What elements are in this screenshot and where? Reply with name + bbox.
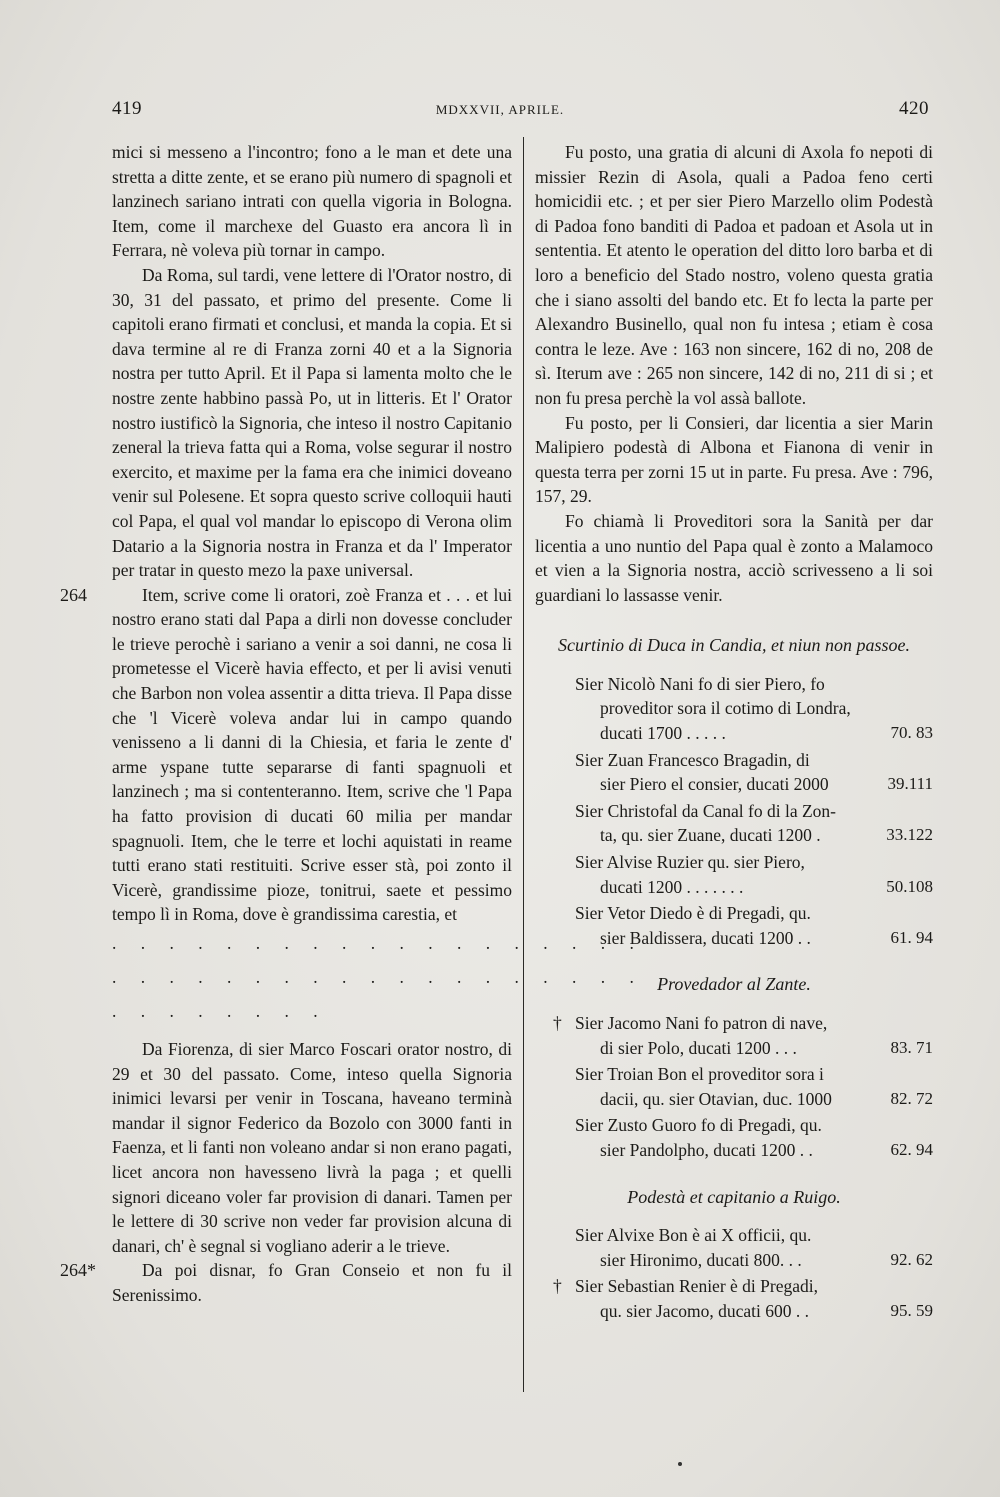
paragraph: mici si messeno a l'incontro; fono a le man et dete una stretta a ditte zente, et se erano più numero di spagnoli et lanzinech sariano intrati con quella vigoria in Bologna. Item, come il marchexe del Guasto era ancora lì in Ferrara, nè voleva più tornar in campo. (112, 142, 512, 261)
candidate-list (535, 672, 933, 951)
candidate-name: Sier Alvise Ruzier qu. sier Piero, (575, 852, 805, 873)
paragraph: Fu posto, per li Consieri, dar licentia a sier Marin Malipiero podestà di Albona et Fianona di venir in questa terra per zorni 15 ut in parte. Fu presa. Ave : 796, 157, 29. (535, 412, 933, 507)
page-number-left: 419 (112, 98, 142, 119)
margin-folio-number: 264* (60, 1260, 96, 1281)
candidate-name: Sier Nicolò Nani fo di sier Piero, fo (575, 673, 825, 694)
paragraph: Da Roma, sul tardi, vene lettere di l'Orator nostro, di 30, 31 del passato, et primo del presente. Come li capitoli erano firmati et conclusi, et manda la copia. Et si dava termine al re di Franza zorni 40 et a la Signoria nostra per tutto April. Et il Papa si lamenta molto che le nostre zente habbino passà Po, ut in litteris. Et l' Orator nostro iustificò la Signoria, che inteso il nostro Capitanio zeneral la trieva fatta qui a Roma, volse segurar il nostro exercito, et maxime per la fama era che inimici doveano venir sul Polesene. Et sopra questo scrive colloquii hauti col Papa, el qual vol mandar lo episcopo di Verona olim Datario a la Signoria nostra in Franza et da l' Imperator per tratar in questo mezo la paxe universal. (112, 264, 513, 581)
right-column (535, 140, 933, 1326)
candidate-entry (535, 1274, 933, 1323)
paragraph: Fo chiamà li Proveditori sora la Sanità per dar licentia a uno nuntio del Papa qual è zonto a Malamoco et vien a la Signoria nostra, acciò scrivesseno a li soi guardiani lo lassasse venir. (535, 510, 933, 605)
paragraph: Item, scrive come li oratori, zoè Franza et . . . et lui nostro erano stati dal Papa a dirli non dovesse concluder le trieve perochè i sariano a venir a soi danni, ne cosa li prometesse el Vicerè havia effecto, et per li avisi venuti che Barbon non volea assentir a ditta trieva. Il Papa disse che 'l Vicerè voleva andar lui in campo quando venisseno a li danni di la Chiesia, et faria le zente d' arme yspane tutte separarse di fanti spagnuoli et lanzinech ; ma si contenteranno. Item, scrive che 'l Papa ha fatto provision di ducati 60 milia per mandar spagnuoli. Item, che le terre et lochi aquistati in reame tutti erano stati restituiti. Scrive esser stà, poi zonto il Vicerè, grandissime pioze, tonitrui, saete et pessimo tempo lì in Roma, dove è grandissima carestia, et (112, 584, 512, 925)
section-heading: Podestà et capitanio a Ruigo. (627, 1186, 841, 1207)
marginal-paragraph (60, 1258, 512, 1307)
candidate-entry (535, 1011, 933, 1060)
candidate-detail: proveditor sora il cotimo di Londra, ducati 1700 . . . . . (600, 698, 851, 744)
candidate-detail: qu. sier Jacomo, ducati 600 . . (600, 1300, 809, 1321)
candidate-name: Sier Vetor Diedo è di Pregadi, qu. (575, 903, 811, 924)
left-column (60, 140, 644, 1308)
vote-count: 50.108 (886, 876, 933, 896)
paragraph: Da poi disnar, fo Gran Conseio et non fu il Serenissimo. (112, 1260, 512, 1305)
paper-speck (678, 1462, 682, 1466)
vote-count: 39.111 (887, 774, 933, 794)
column-divider (523, 137, 524, 1392)
candidate-entry (535, 799, 933, 848)
candidate-detail: dacii, qu. sier Otavian, duc. 1000 (600, 1088, 832, 1109)
margin-folio-number: 264 (60, 584, 87, 605)
candidate-name: Sier Sebastian Renier è di Pregadi, (575, 1276, 818, 1297)
candidate-detail: sier Piero el consier, ducati 2000 (600, 774, 829, 795)
candidate-list (535, 1011, 933, 1163)
candidate-entry (535, 901, 933, 950)
page-header (0, 98, 1000, 138)
paragraph: Fu posto, una gratia di alcuni di Axola fo nepoti di missier Rezin di Asola, quali a Padoa feno certi homicidii etc. ; et per sier Piero Marzello olim Podestà di Padoa fono banditi di Padoa et padoan et Asola ut in sententia. Et atento le operation del ditto loro barba et di loro a beneficio del Stado nostro, voleno questa gratia che i siano assolti del bando etc. Et fo lecta la parte per Alexandro Businello, qual non fu intesa ; etiam è cosa contra le leze. Ave : 163 non sincere, 162 di no, 208 de sì. Iterum ave : 265 non sincere, 142 di no, 211 di si ; et non fu presa perchè la vol assà ballote. (535, 142, 933, 408)
candidate-entry (535, 748, 933, 797)
elected-dagger-mark: † (553, 1276, 562, 1297)
candidate-entry (535, 1062, 933, 1111)
vote-count: 33.122 (886, 825, 933, 845)
candidate-detail: sier Hironimo, ducati 800. . . (600, 1249, 802, 1270)
section-heading: Provedador al Zante. (657, 974, 811, 995)
candidate-list (535, 1223, 933, 1323)
candidate-name: Sier Zusto Guoro fo di Pregadi, qu. (575, 1115, 822, 1136)
vote-count: 62. 94 (890, 1139, 933, 1159)
elected-dagger-mark: † (553, 1013, 562, 1033)
vote-count: 92. 62 (890, 1249, 933, 1269)
candidate-name: Sier Jacomo Nani fo patron di nave, (575, 1013, 828, 1033)
candidate-entry (535, 672, 933, 746)
candidate-name: Sier Troian Bon el proveditor sora i (575, 1064, 824, 1085)
section-heading: Scurtinio di Duca in Candia, et niun non passoe. (558, 635, 910, 656)
marginal-paragraph (60, 583, 512, 927)
candidate-detail: ducati 1200 . . . . . . . (600, 876, 744, 897)
ellipsis-row: . . . . . . . . . . . . . . . . . . . (112, 933, 644, 953)
ellipsis-row: . . . . . . . . . . . . . . . . . . . (112, 967, 644, 987)
candidate-name: Sier Alvixe Bon è ai X officii, qu. (575, 1225, 812, 1246)
candidate-entry (535, 1113, 933, 1162)
ellipsis-row: . . . . . . . . (112, 1001, 328, 1021)
page-number-right: 420 (899, 98, 929, 119)
candidate-name: Sier Zuan Francesco Bragadin, di (575, 749, 810, 770)
vote-count: 83. 71 (890, 1037, 933, 1057)
running-title: MDXXVII, APRILE. (435, 102, 565, 117)
candidate-detail: ta, qu. sier Zuane, ducati 1200 . (600, 825, 821, 846)
paragraph: Da Fiorenza, di sier Marco Foscari orator nostro, di 29 et 30 del passato. Come, inteso quella Signoria inimici levarsi per venir in Toscana, haveano terminà mandar il signor Federico da Bozolo con 3000 fanti in Faenza, et li fanti non voleano andar si non erano pagati, licet ancora non havesseno livrà la paga ; et quelli signori diceano voler far provision di danari. Tamen per le lettere di 30 scrive non veder far provision alcuna di danari, ch' è segnal si vogliano aderir a le trieve. (112, 1039, 512, 1256)
vote-count: 95. 59 (890, 1300, 933, 1320)
candidate-detail: sier Pandolpho, ducati 1200 . . (600, 1139, 813, 1160)
vote-count: 82. 72 (890, 1088, 933, 1108)
vote-count: 61. 94 (890, 927, 933, 947)
candidate-entry (535, 1223, 933, 1272)
candidate-detail: sier Baldissera, ducati 1200 . . (600, 927, 811, 948)
candidate-detail: di sier Polo, ducati 1200 . . . (600, 1037, 797, 1058)
candidate-entry (535, 850, 933, 899)
vote-count: 70. 83 (890, 723, 933, 743)
candidate-name: Sier Christofal da Canal fo di la Zon- (575, 800, 836, 821)
